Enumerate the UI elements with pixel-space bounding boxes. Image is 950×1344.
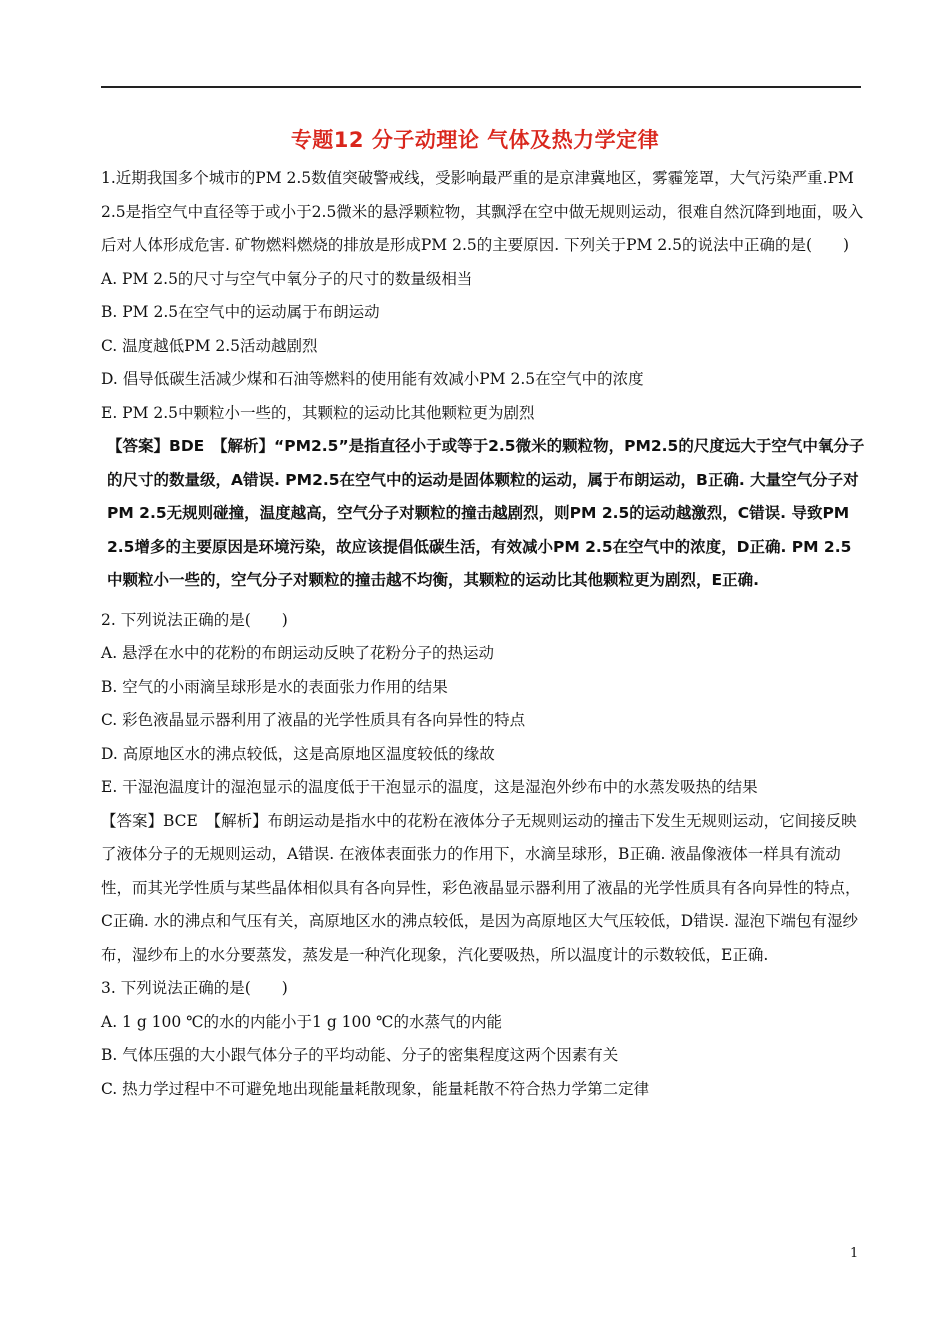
question-3-option-b: B. 气体压强的大小跟气体分子的平均动能、分子的密集程度这两个因素有关 [101,1046,619,1064]
header-rule [101,86,861,88]
question-2-option-c: C. 彩色液晶显示器利用了液晶的光学性质具有各向异性的特点 [101,711,526,729]
question-3-option-a: A. 1 g 100 ℃的水的内能小于1 g 100 ℃的水蒸气的内能 [101,1012,503,1031]
question-2-option-a: A. 悬浮在水中的花粉的布朗运动反映了花粉分子的热运动 [101,644,495,662]
question-2-answer: 【答案】BCE 【解析】布朗运动是指水中的花粉在液体分子无规则运动的撞击下发生无规则运动，它间接反映了液体分子的无规则运动，A错误. 在液体表面张力的作用下，水滴呈球形，B正确. 液晶像液体一样具有流动性，而其光学性质与某些晶体相似具有各向异性，彩色液晶显示器利用了液晶的光学性质具有各向异性的特点，C正确. 水的沸点和气压有关，高原地区水的沸点较低，是因为高原地区大气压较低，D错误. 湿泡下端包有湿纱布，湿纱布上的水分要蒸发，蒸发是一种汽化现象，汽化要吸热，所以温度计的示数较低，E正确. [101,811,861,964]
question-2-option-b: B. 空气的小雨滴呈球形是水的表面张力作用的结果 [101,677,448,696]
question-2-option-d: D. 高原地区水的沸点较低，这是高原地区温度较低的缘故 [101,744,495,763]
question-3-option-c: C. 热力学过程中不可避免地出现能量耗散现象，能量耗散不符合热力学第二定律 [101,1079,650,1098]
question-1-stem: 1.近期我国多个城市的PM 2.5数值突破警戒线，受影响最严重的是京津冀地区，雾霾笼罩，大气污染严重.PM 2.5是指空气中直径等于或小于2.5微米的悬浮颗粒物，其飘浮在空中做无规则运动，很难自然沉降到地面，吸入后对人体形成危害. 矿物燃料燃烧的排放是形成PM 2.5的主要原因. 下列关于PM 2.5的说法中正确的是( ) [101,169,864,254]
question-1-option-e: E. PM 2.5中颗粒小一些的，其颗粒的运动比其他颗粒更为剧烈 [101,403,535,422]
question-3-stem: 3. 下列说法正确的是( ) [101,979,288,997]
question-1-answer: 【答案】BDE 【解析】“PM2.5”是指直径小于或等于2.5微米的颗粒物，PM2.5的尺度远大于空气中氧分子的尺寸的数量级，A错误. PM2.5在空气中的运动是固体颗粒的运动，属于布朗运动，B正确. 大量空气分子对PM 2.5无规则碰撞，温度越高，空气分子对颗粒的撞击越剧烈，则PM 2.5的运动越激烈，C错误. 导致PM 2.5增多的主要原因是环境污染，故应该提倡低碳生活，有效减小PM 2.5在空气中的浓度，D正确. PM 2.5中颗粒小一些的，空气分子对颗粒的撞击越不均衡，其颗粒的运动比其他颗粒更为剧烈，E正确. [107,437,865,589]
question-1-option-c: C. 温度越低PM 2.5活动越剧烈 [101,336,318,355]
question-2-option-e: E. 干湿泡温度计的湿泡显示的温度低于干泡显示的温度，这是湿泡外纱布中的水蒸发吸热的结果 [101,778,758,796]
question-1-option-d: D. 倡导低碳生活减少煤和石油等燃料的使用能有效减小PM 2.5在空气中的浓度 [101,370,644,388]
question-1-option-a: A. PM 2.5的尺寸与空气中氧分子的尺寸的数量级相当 [101,269,473,288]
page-title: 专题12 分子动理论 气体及热力学定律 [290,128,660,152]
question-2-stem: 2. 下列说法正确的是( ) [101,610,288,629]
page-number: 1 [850,1246,859,1261]
question-1-option-b: B. PM 2.5在空气中的运动属于布朗运动 [101,303,380,321]
document-body [101,162,865,1106]
